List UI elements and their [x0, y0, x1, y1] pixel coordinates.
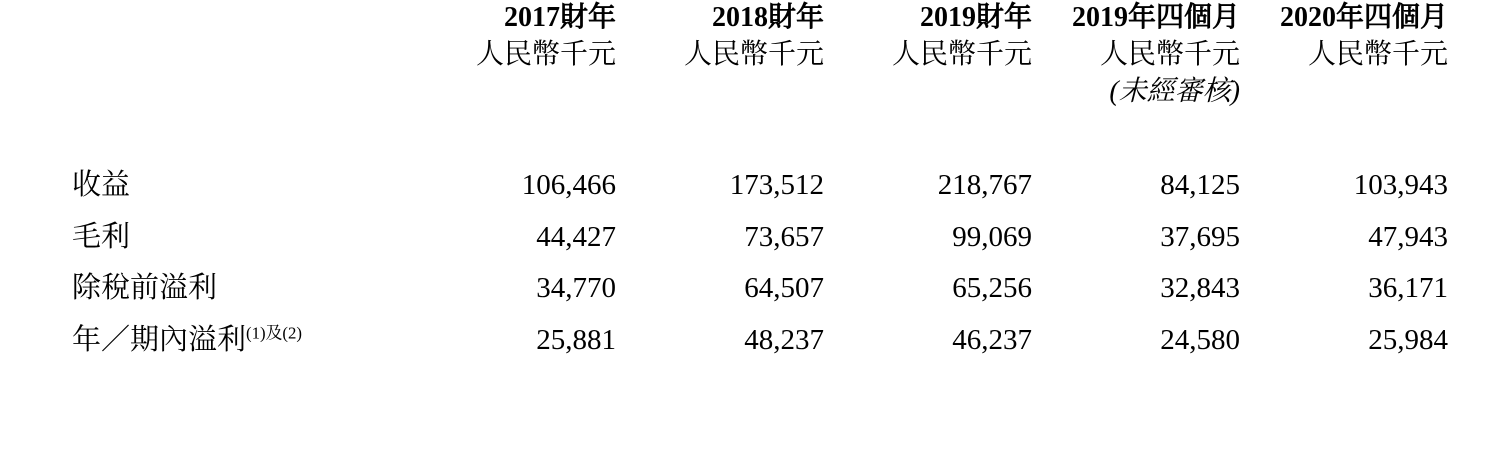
row-label-profit-for-period-text: 年／期內溢利 [72, 323, 247, 356]
table-header-row [18, 0, 1458, 111]
row-label-profit-before-tax: 除稅前溢利 [72, 272, 218, 305]
table-row [18, 167, 1458, 212]
cell-profit-before-tax-2017: 34,770 [536, 272, 616, 305]
table-column-header-5 [1250, 0, 1458, 111]
financial-summary-table [18, 0, 1458, 367]
table-column-header-2 [626, 0, 834, 111]
table-row [18, 263, 1458, 315]
row-label-revenue: 收益 [72, 168, 131, 201]
column-header-year-5: 2020年四個月 [1279, 2, 1448, 33]
column-header-year-1: 2017財年 [503, 2, 616, 33]
cell-revenue-2017: 106,466 [521, 168, 616, 201]
column-header-unit-1: 人民幣千元 [475, 38, 616, 70]
cell-profit-before-tax-2020-four-months: 36,171 [1368, 272, 1448, 305]
cell-profit-for-period-2019: 46,237 [952, 323, 1032, 356]
table-row [18, 212, 1458, 264]
cell-profit-for-period-2018: 48,237 [744, 323, 824, 356]
row-label-gross-profit: 毛利 [72, 220, 131, 253]
table-body [18, 111, 1458, 367]
table-header-corner [18, 0, 418, 111]
cell-revenue-2019: 218,767 [937, 168, 1032, 201]
column-header-year-2: 2018財年 [711, 2, 824, 33]
cell-gross-profit-2020-four-months: 47,943 [1368, 220, 1448, 253]
column-header-unit-4: 人民幣千元 [1099, 38, 1240, 70]
column-header-unit-3: 人民幣千元 [891, 38, 1032, 70]
column-header-note-4: (未經審核) [1109, 75, 1240, 107]
table-column-header-4 [1042, 0, 1250, 111]
column-header-year-3: 2019財年 [919, 2, 1032, 33]
cell-profit-for-period-2019-four-months: 24,580 [1160, 323, 1240, 356]
row-label-footnote-markers: (1)及(2) [246, 323, 303, 343]
cell-profit-for-period-2020-four-months: 25,984 [1368, 323, 1448, 356]
cell-revenue-2018: 173,512 [729, 168, 824, 201]
table-column-header-3 [834, 0, 1042, 111]
cell-revenue-2020-four-months: 103,943 [1353, 168, 1448, 201]
column-header-unit-5: 人民幣千元 [1307, 38, 1448, 70]
column-header-year-4: 2019年四個月 [1071, 2, 1240, 33]
table-column-header-1 [418, 0, 626, 111]
cell-profit-before-tax-2018: 64,507 [744, 272, 824, 305]
cell-gross-profit-2019: 99,069 [952, 220, 1032, 253]
cell-gross-profit-2018: 73,657 [744, 220, 824, 253]
cell-gross-profit-2017: 44,427 [536, 220, 616, 253]
cell-profit-before-tax-2019: 65,256 [952, 272, 1032, 305]
cell-profit-for-period-2017: 25,881 [536, 323, 616, 356]
cell-gross-profit-2019-four-months: 37,695 [1160, 220, 1240, 253]
cell-profit-before-tax-2019-four-months: 32,843 [1160, 272, 1240, 305]
column-header-unit-2: 人民幣千元 [683, 38, 824, 70]
table-header [18, 0, 1458, 111]
cell-revenue-2019-four-months: 84,125 [1160, 168, 1240, 201]
table-spacer-row [18, 111, 1458, 167]
table-row [18, 315, 1458, 367]
row-label-profit-for-period [18, 315, 418, 367]
